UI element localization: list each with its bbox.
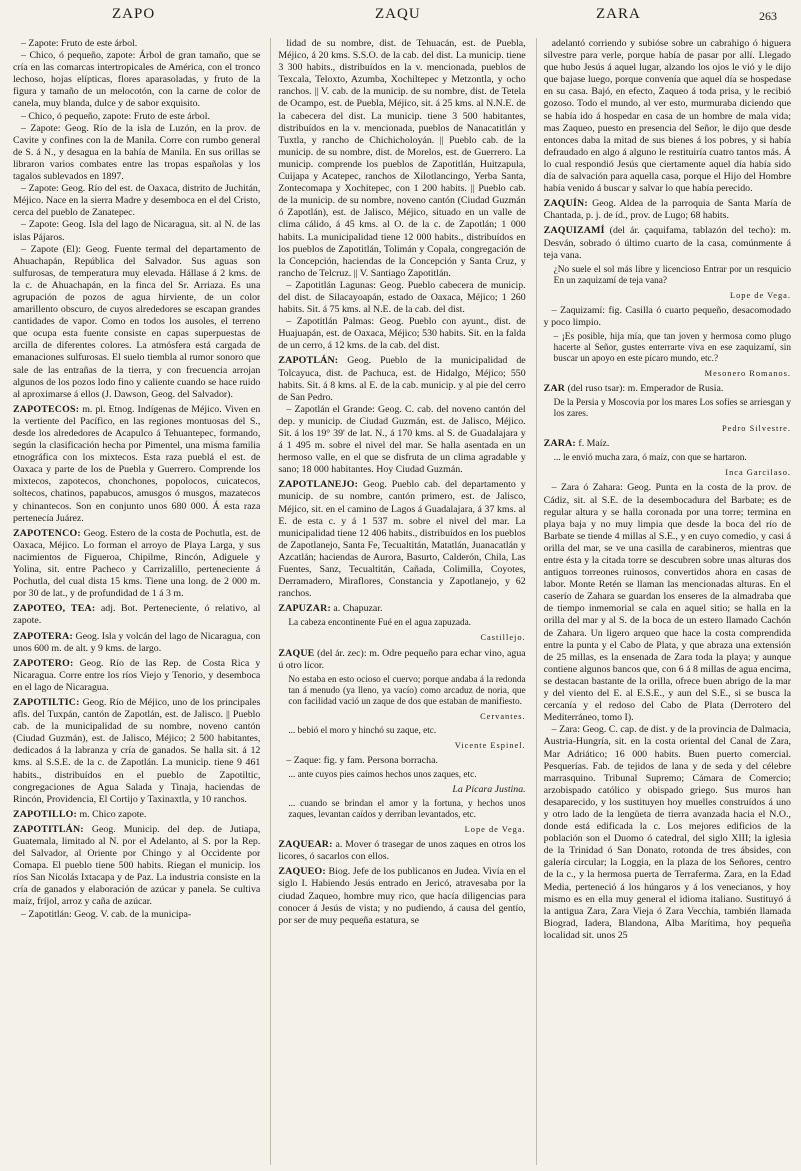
dictionary-entry [544,383,791,395]
dictionary-entry [13,603,260,627]
entry-text: Vicente Espinel. [454,740,526,750]
entry-text: m. pl. Etnog. Indígenas de Méjico. Viven en la vertiente del Pacífico, en las regiones montuosas del S., desde los alrededores de Acapulco á Tehuantepec, formando, según la clasificación hecha por Pimentel, una misma familia etnográfica con los mixtecos. Esta raza pueblá el est. de Oaxaca y parte de los de Puebla y Guerrero. Comprende los mixtecos, zapotecos, chonchones, popolocos, cuicatecos, soltecos, chatinos, papabucos, amusgos ó musgos, mazatecos y chinantecos. Son en conjunto unos 680 000. Á esta raza pertenecía Juárez. [13,403,261,524]
headword: ZAPOTERO: [13,657,74,669]
entry-text: (del ruso tsar): m. Emperador de Rusia. [567,383,724,395]
headword: ZAPOTEO, TEA: [13,603,96,615]
dictionary-entry [544,198,791,222]
dictionary-entry [278,603,525,615]
entry-text: m. Chico zapote. [79,808,147,820]
entry-text: ... bebió el moro y hinchó su zaque, etc. [288,725,437,736]
column-2 [270,38,525,1165]
dictionary-entry [278,316,525,352]
headword: ZARA: [543,438,576,450]
dictionary-entry [278,355,525,403]
running-header [0,6,801,32]
quotation [278,618,525,629]
entry-text: ... ante cuyos pies caímos hechos unos zaques, etc. [288,769,477,780]
dictionary-entry [13,909,260,921]
entry-text: Inca Garcilaso. [725,468,791,478]
entry-text: – ¡Es posible, hija mía, que tan joven y hermosa como plugo hacerte al Señor, gustes enterrarte viva en ese zaquizamí, sin buscar un apoyo en este pícaro mundo, etc.? [553,331,791,364]
entry-text: – Zapote: Geog. Río de la isla de Luzón, en la prov. de Cavite y confines con la de Manila. Corre con rumbo general de S. á N., y desagua en la bahía de Manila. En sus orillas se libraron varios combates entre las tropas españolas y los tagalos sublevados en 1897. [13,122,261,183]
entry-text: – Zaquizamí: fig. Casilla ó cuarto pequeño, desacomodado y poco limpio. [543,304,791,328]
quotation [278,770,525,781]
entry-text: (del ár. zec): m. Odre pequeño para echar vino, agua ú otro licor. [278,647,526,671]
entry-text: – Zapote: Geog. Río del est. de Oaxaca, distrito de Juchitán, Méjico. Nace en la sierra Madre y desemboca en el del Cristo, cerca del pueblo de Zanatepec. [13,183,261,219]
entry-text: a. Chapuzar. [333,603,383,615]
entry-text: – Zapotitlán Palmas: Geog. Pueblo con ayunt., dist. de Huajuapán, est. de Oaxaca, Méjico; 530 habits. Sit. en la falda de un cerro, á 12 kms. de la cab. del dist. [278,316,526,352]
dictionary-entry [13,38,260,50]
citation [544,423,791,435]
dictionary-entry [544,482,791,724]
entry-text: Geog. Aldea de la parroquia de Santa María de Chantada, p. j. de íd., prov. de Lugo; 68 habits. [543,198,791,222]
quotation [278,675,525,708]
entry-text: Cervantes. [480,711,526,721]
dictionary-entry [13,219,260,243]
entry-text: Geog. Pueblo de la municipalidad de Tolcayuca, dist. de Pachuca, est. de Hidalgo, Méjico; 550 habits. Sit. á 8 kms. al E. de la cab. municip. y al pie del cerro de San Pedro. [278,355,526,403]
entry-text: – Zapotlán el Grande: Geog. C. cab. del noveno cantón del dep. y municip. de Ciudad Guzmán, est. de Jalisco, Méjico. Sit. á los 19° 39' de lat. N., á 170 kms. al S. de Guadalajara y á 1 495 m. sobre el nivel del mar. Se halla asentada en un hermoso valle, en el que se disfruta de un clima agradable y sano; 18 000 habitantes. Hoy Ciudad Guzmán. [278,403,526,476]
column-1 [13,38,260,1165]
entry-text: ... le envió mucha zara, ó maíz, con que se hartaron. [553,453,747,464]
quotation [544,332,791,365]
entry-text: La Pícara Justina. [452,783,526,795]
citation [278,632,525,644]
citation [278,784,525,796]
citation [278,824,525,836]
dictionary-entry [544,305,791,329]
quotation [544,398,791,420]
dictionary-entry [544,438,791,450]
headword: ZAPOTITLÁN: [13,823,84,835]
dictionary-entry [544,38,791,195]
header-center-guideword: ZAQU [375,6,421,22]
headword: ZAQUE [278,647,315,659]
entry-text: Lope de Vega. [730,290,791,300]
entry-text: No estaba en esto ocioso el cuervo; porque andaba á la redonda tan á menudo (ya lleno, ya vacío) como arcaduz de noria, que con facilidad vació un zaque de dos que estaban de manifiesto. [288,674,526,707]
entry-text: Geog. Isla y volcán del lago de Nicaragua, con unos 600 m. de alt. y 9 kms. de largo. [13,630,261,654]
headword: ZAQUÍN: [543,198,588,210]
quotation [278,799,525,821]
entry-text: adelantó corriendo y subióse sobre un cabrahigo ó higuera silvestre para verle, porque había de pasar por allí. Llegado que hubo Jesús á aquel lugar, alzando los ojos le vió y le dijo que bajase luego, porque convenía que aquel día se hospedase en su casa. Bajó, en efecto, Zaqueo á toda prisa, y le recibió gozoso. Todo el mundo, al ver esto, murmuraba diciendo que se había ido á hospedar en casa de un hombre de mala vida; mas Zaqueo, puesto en presencia del Señor, le dijo que desde entonces daba la mitad de sus bienes á los pobres, y si había defraudado en algo á alguno le restituiría cuatro tantos más. Á lo cual respondió Jesús que ciertamente aquel día había sido día de salvación para aquella casa, porque el Hijo del Hombre había venido á buscar y salvar lo que había perecido. [543,38,791,195]
dictionary-entry [13,404,260,525]
entry-text: Geog. Río de las Rep. de Costa Rica y Nicaragua. Corre entre los ríos Viejo y Tenorio, y desemboca en el lago de Nicaragua. [13,657,261,693]
headword: ZAQUIZAMÍ [543,225,605,237]
citation [544,467,791,479]
dictionary-entry [13,824,260,909]
entry-text: Pedro Silvestre. [721,424,791,434]
text-columns [13,38,791,1165]
dictionary-entry [278,38,525,280]
citation [278,740,525,752]
headword: ZAQUEO: [278,866,326,878]
entry-text: – Zapote: Geog. Isla del lago de Nicaragua, sit. al N. de las islas Pájaros. [13,219,261,243]
dictionary-entry [13,50,260,110]
entry-text: – Chico, ó pequeño, zapote: Árbol de gran tamaño, que se cría en las comarcas intertropicales de América, con el tronco lechoso, hojas elípticas, flores aparasoladas, y fruto de la figura y tamaño de un melocotón, con la carne de color de canela, muy blanda, dulce y de sabor exquisito. [13,50,261,110]
dictionary-entry [13,658,260,694]
dictionary-entry [544,225,791,261]
dictionary-entry [13,528,260,601]
dictionary-entry [13,111,260,123]
citation [544,290,791,302]
dictionary-entry [13,183,260,219]
header-left-guideword: ZAPO [112,6,156,22]
entry-text: De la Persia y Moscovia por los mares Los sofíes se arriesgan y los zares. [553,398,791,420]
dictionary-entry [278,839,525,863]
dictionary-entry [13,631,260,655]
entry-text: Geog. Río de Méjico, uno de los principales afls. del Tuxpán, cantón de Zapotlán, est. de Jalisco. || Pueblo cab. de la municipalidad de su nombre, noveno cantón (Ciudad Guzmán), est. de Jalisco, Méjico; 2 500 habitantes, dedicados á la labranza y cría de ganados. Se halla sit. á 12 kms. al S.S.E. de la c. de Zapotlán. La municip. tiene 9 461 habits., distribuídos en el pueblo de Zapotiltic, congregaciones de Agua Salada y Tinaja, haciendas de Rincón, Providencia, El Cortijo y Taxinaxtla, y 10 ranchos. [13,696,261,805]
headword: ZAPOTENCO: [13,527,81,539]
dictionary-entry [278,866,525,926]
column-3 [536,38,791,1165]
entry-text: – Zapotitlán Lagunas: Geog. Pueblo cabecera de municip. del dist. de Silacayoapán, estado de Oaxaca, Méjico; 1 260 habits. Sit. á 75 kms. al N.E. de la cab. del dist. [278,279,526,316]
dictionary-entry [278,404,525,477]
entry-text: f. Maíz. [578,438,610,450]
citation [278,711,525,723]
dictionary-entry [13,697,260,806]
headword: ZAQUEAR: [278,839,333,851]
headword: ZAPOTECOS: [13,403,80,415]
entry-text: – Zaque: fig. y fam. Persona borracha. [286,754,438,766]
entry-text: Biog. Jefe de los publicanos en Judea. Vivía en el siglo I. Habiendo Jesús entrado en Jericó, atravesaba por la ciudad Zaqueo, hombre muy rico, que hacía diligencias para conocer á Jesús de vista; y no pudiendo, á causa del gentío, por ser de muy pequeña estatura, se [278,866,526,926]
dictionary-entry [13,123,260,183]
entry-text: Geog. Pueblo cab. del departamento y municip. de su nombre, cantón primero, est. de Jalisco, Méjico, sit. en el camino de Lagos á Guadalajara, á 37 kms. al E. de esta c. y á 1 537 m. sobre el nivel del mar. La municipalidad tiene 12 406 habits., distribuídos en los pueblos de Zapotlanejo, Santa Fe, Tecualtitán, Matatlán, Juanacatlán y Azcatlán; haciendas de Aurora, Basurto, Calderón, Chila, Las Fuentes, Sanz, Tecualtitán, Cañada, Colimilla, Coyotes, Derramadero, Miraflores, Constancia y Zapotlanejo, y 62 ranchos. [278,479,526,600]
quotation [278,726,525,737]
dictionary-entry [278,648,525,672]
entry-text: – Chico, ó pequeño, zapote: Fruto de este árbol. [21,110,210,122]
entry-text: Lope de Vega. [464,825,526,835]
headword: ZAPOTILTIC: [13,696,80,708]
headword: ZAPOTERA: [13,630,73,642]
entry-text: Castillejo. [480,633,526,643]
entry-text: ¿No suele el sol más libre y licencioso Entrar por un resquicio En un zaquizamí de teja vana? [553,264,791,286]
citation [544,368,791,380]
entry-text: – Zapote (El): Geog. Fuente termal del departamento de Ahuachapán, República del Salvador. Sus aguas son sulfurosas, de temperatura muy elevada. Hállase á 2 kms. de la c. de Ahuachapán, en la finca del Sr. Arriaza. Es una agrupación de pozos de agua hirviente, de un color amarillento obscuro, de cuyos alrededores se escapan grandes cantidades de vapor. Como en todos los ausoles, el terreno que ocupa esta fuente consiste en capas superpuestas de arcilla de diferentes colores. La atmósfera está cargada de emanaciones sulfurosas. El suelo tiembla al rumor sonoro que sale de las entrañas de la tierra, y con frecuencia arrojan algunos de los pozos lodo fino y caliente cuando se hace ruido al aproximarse á ellos (J. Dawson, Geog. del Salvador). [13,243,261,400]
entry-text: – Zapote: Fruto de este árbol. [21,38,138,49]
headword: ZAPOTILLO: [13,808,78,820]
dictionary-entry [278,479,525,600]
dictionary-entry [544,724,791,942]
quotation [544,453,791,464]
entry-text: lidad de su nombre, dist. de Tehuacán, est. de Puebla, Méjico, á 20 kms. S.S.O. de la cab. del dist. La municip. tiene 3 300 habits., distribuídos en la v. mencionada, pueblos de Texcala, Teloxto, Azumba, Xochiltepec y Metzontla, y ocho ranchos. || V. cab. de la municip. de su nombre, dist. de Tetela de Ocampo, est. de Puebla, Méjico, sit. á 25 kms. al N.N.E. de la cabecera del dist. La municip. tiene 3 500 habitantes, distribuídos en la v. mencionada, pueblos de Nanacatitlán y Tuxtla, y rancho de Chichicholoyán. || Pueblo cab. de la municip. de su nombre, dist. de Morelos, est. de Guerrero. La municip. comprende los pueblos de Zapotitlán, Huitzapula, Cuijapa y Acatepec, ranchos de Xilotlancingo, Yerba Santa, Zontecomapa y Xochitepec, con 1 200 habits. || Pueblo cab. de la municip. de su nombre, noveno cantón (Ciudad Guzmán ó Zapotlán), est. de Jalisco, Méjico, situado en un valle de clima cálido, á 45 kms. al O. de la c. de Zapotlán; 1 000 habits. La municipalidad tiene 12 000 habits., distribuídos en los pueblos de Zapotitlán, Tolimán y Copala, congregación de la Concepción, haciendas de la Concepción y Santa Cruz, y rancho de Telcruz. || V. Santiago Zapotitlán. [278,38,526,279]
header-right-guideword: ZARA [596,6,641,22]
entry-text: La cabeza encontinente Fué en el agua zapuzada. [288,618,472,629]
dictionary-entry [278,280,525,316]
entry-text: Geog. Estero de la costa de Pochutla, est. de Oaxaca, Méjico. Lo forman el arroyo de Playa Larga, y sus nacimientos de Figueroa, Chipilme, Rincón, Adiguele y Yolina, sit. entre Pacheco y Carrizalillo, perteneciente á Pochutla, del cual dista 15 kms. Tiene una long. de 2 000 m. por 30 de lat., y de profundidad de 1 á 3 m. [13,527,261,600]
entry-text: – Zara ó Zahara: Geog. Punta en la costa de la prov. de Cádiz, sit. al S.E. de la desembocadura del Barbate; es de regular altura y se halla coronada por una torre; termina en playa baja y no muy limpia que desde la boca del río de Barbate se tiende 4 millas al S.E., y en cuyo comedio, y casi á orilla del mar, se ve una casilla de carabineros, mientras que entre ésta y la citada torre se descubren sobre unas alturas dos antiguos torreones ruinosos, convertidos ahora en casas de labor. Monte Retén se llaman las mencionadas alturas. En el caserío de Zahara se guardan los enseres de la almadraba que de tiempo inmemorial se cala en aquel sitio; se halla en la orilla del mar y al S. de la boca de un estero llamado Cachón de Zahara. Un ligero arqueo que hace la costa comprendida entre la punta y el Cabo de Plata, y que abraza una extensión de 25 millas, es la ensenada de Zara toda la playa; y aunque contiene algunos bancos que, con 6 á 8 millas de agua encima, se destacan bastante de la orilla, ofrece buen abrigo de la mar y del viento del E. al E.S.E., y aun del S.E., si se busca la cercanía y el redoso del Cabo de Plata (Derrotero del Mediterráneo, tomo I). [543,482,791,724]
headword: ZAPOTLANEJO: [278,479,359,491]
page-number: 263 [759,9,777,23]
entry-text: adj. Bot. Perteneciente, ó relativo, al zapote. [13,603,261,627]
entry-text: a. Mover ó trasegar de unos zaques en otros los licores, ó sacarlos con ellos. [278,839,526,863]
dictionary-entry [13,809,260,821]
dictionary-entry [278,755,525,767]
entry-text: (del ár. çaquifama, tablazón del techo): m. Desván, sobrado ó último cuarto de la casa, comúnmente á teja vana. [543,225,791,261]
entry-text: Geog. Municip. del dep. de Jutiapa, Guatemala, limitado al N. por el Adelanto, al S. por la Rep. del Salvador, al Oriente por Chingo y al Occidente por Comapa. El pueblo tiene 500 habits. Riegan el municip. los ríos San Nicolás Ixtacapa y de Paz. La industria consiste en la cría de ganados y elaboración de azúcar y panela. Se cultiva maíz, fríjol, arroz y caña de azúcar. [13,823,261,908]
entry-text: – Zara: Geog. C. cap. de dist. y de la provincia de Dalmacia, Austria-Hungría, sit. en la costa oriental del Canal de Zara, Mar Adriático; 16 000 habits. Buen puerto comercial. Pesquerías. Fab. de tejidos de lana y de seda y del célebre marrasquino. Tribunal Supremo; Cámara de Comercio; arzobispado católico y obispado griego. Sus muros han desaparecido, y los sustituyen hoy muelles construídos á uno y otro lado de la lengüeta de tierra avanzada hacia el N.O., donde está edificada la c. Los mejores edificios de la población son el Duomo ó catedral, del siglo XIII; la iglesia de la Trinidad ó San Donato, rotonda de tres ábsides, con galería circular; la Loggia, en la plaza de los Señores, centro de la c., y la hermosa puerta de Terraferma. Zara, en la Edad Media, perteneció á los húngaros y á los venecianos, y hoy mismo es en ella muy general el idioma italiano. Sustituyó á la antigua Zara, Zara Vieja ó Zara Vecchia, también llamada Biograd, Iadera, Blandona, Alba Marítima, hoy pequeña localidad sit. unos 25 [543,724,791,941]
headword: ZAPOTLÁN: [278,355,339,367]
headword: ZAR [543,383,566,395]
entry-text: ... cuando se brindan el amor y la fortuna, y hechos unos zaques, levantan caídos y derriban levantados, etc. [288,799,526,821]
headword: ZAPUZAR: [278,603,331,615]
dictionary-entry [13,244,260,401]
quotation [544,265,791,287]
entry-text: Mesonero Romanos. [704,368,791,378]
entry-text: – Zapotitlán: Geog. V. cab. de la municipa- [21,908,192,920]
